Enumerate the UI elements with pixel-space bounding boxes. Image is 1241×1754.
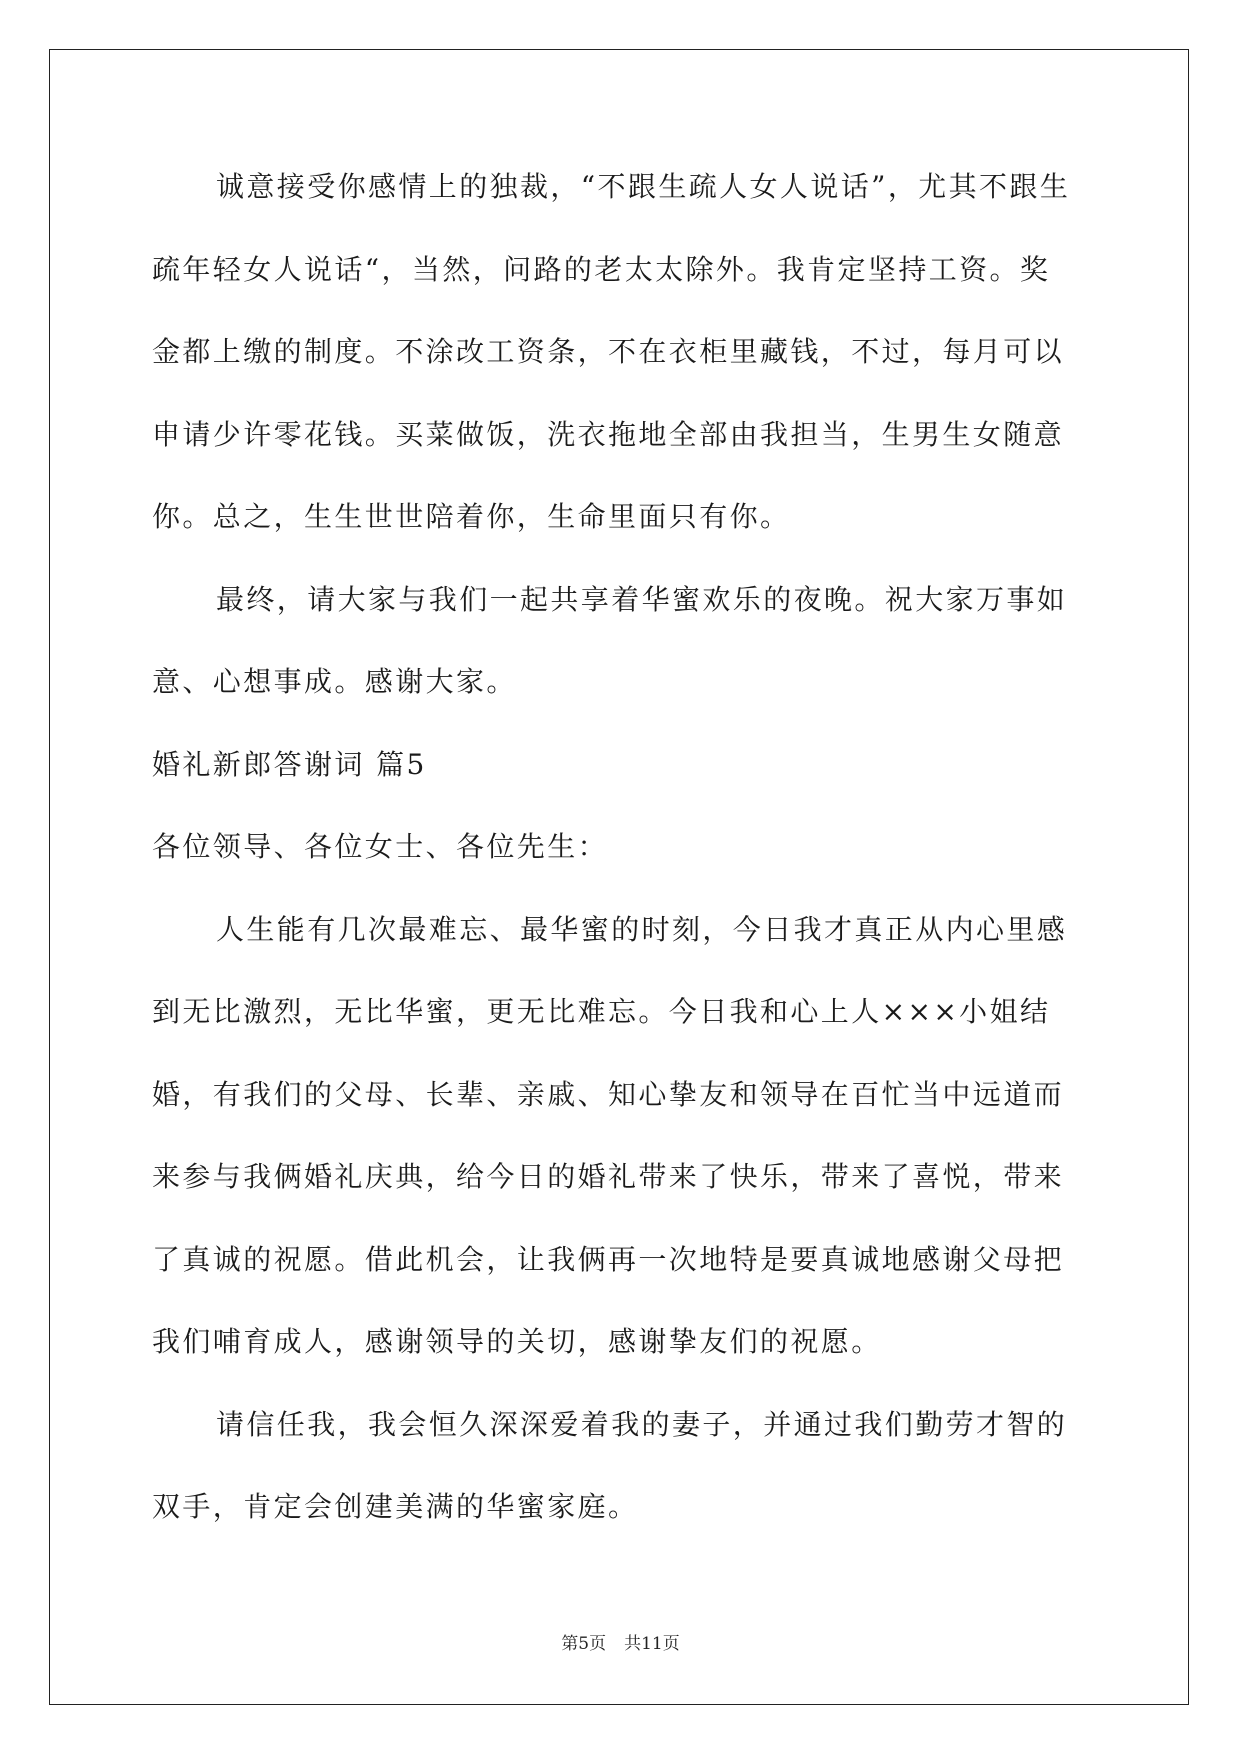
paragraph-line: 最终，请大家与我们一起共享着华蜜欢乐的夜晚。祝大家万事如: [216, 582, 1068, 616]
paragraph-line: 疏年轻女人说话“，当然，问路的老太太除外。我肯定坚持工资。奖: [152, 252, 1051, 286]
paragraph-line: 请信任我，我会恒久深深爱着我的妻子，并通过我们勤劳才智的: [216, 1407, 1068, 1441]
paragraph-line: 金都上缴的制度。不涂改工资条，不在衣柜里藏钱，不过，每月可以: [152, 335, 1065, 368]
page-total: 共11页: [624, 1634, 680, 1654]
section-heading: 婚礼新郎答谢词 篇5: [152, 747, 427, 781]
paragraph-line: 申请少许零花钱。买菜做饭，洗衣拖地全部由我担当，生男生女随意: [152, 417, 1065, 451]
document-body: [152, 157, 1092, 1560]
paragraph-line: 意、心想事成。感谢大家。: [152, 665, 517, 698]
paragraph-line: 人生能有几次最难忘、最华蜜的时刻，今日我才真正从内心里感: [216, 912, 1068, 946]
page-footer: [0, 1632, 1241, 1656]
paragraph-line: 双手，肯定会创建美满的华蜜家庭。: [152, 1490, 639, 1523]
paragraph-line: 来参与我俩婚礼庆典，给今日的婚礼带来了快乐，带来了喜悦，带来: [152, 1160, 1065, 1193]
page-number: 第5页: [561, 1634, 607, 1654]
paragraph-line: 我们哺育成人，感谢领导的关切，感谢挚友们的祝愿。: [152, 1325, 882, 1358]
salutation: 各位领导、各位女士、各位先生：: [152, 830, 609, 863]
paragraph-line: 诚意接受你感情上的独裁，“不跟生疏人女人说话”，尤其不跟生: [216, 170, 1071, 203]
paragraph-line: 到无比激烈，无比华蜜，更无比难忘。今日我和心上人×××小姐结: [152, 995, 1051, 1028]
paragraph-line: 了真诚的祝愿。借此机会，让我俩再一次地特是要真诚地感谢父母把: [152, 1242, 1065, 1276]
paragraph-line: 婚，有我们的父母、长辈、亲戚、知心挚友和领导在百忙当中远道而: [152, 1077, 1065, 1111]
paragraph-line: 你。总之，生生世世陪着你，生命里面只有你。: [152, 500, 791, 533]
